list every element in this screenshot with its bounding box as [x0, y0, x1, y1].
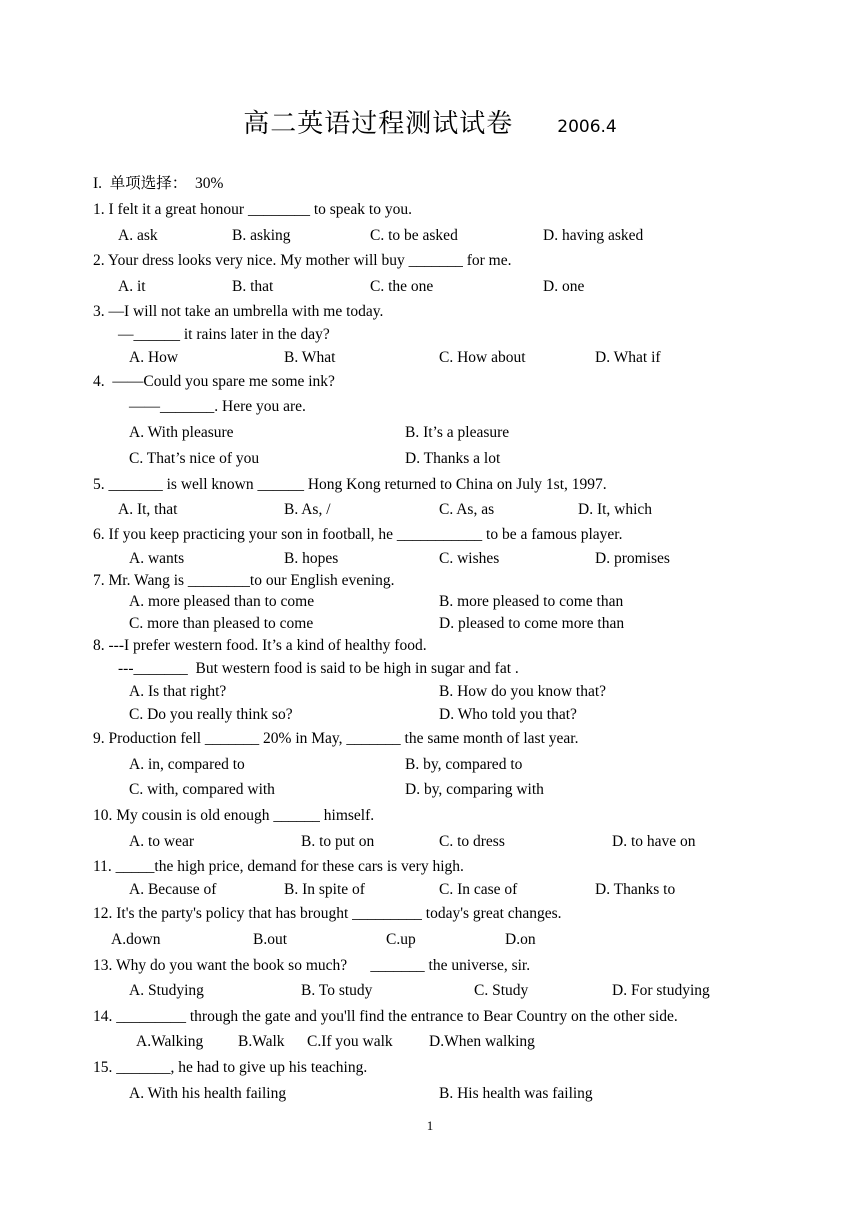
q2-option-b: B. that — [232, 278, 274, 295]
q13-option-b: B. To study — [301, 982, 373, 999]
q10-option-c: C. to dress — [439, 833, 505, 850]
q3-option-a: A. How — [129, 349, 179, 366]
q9-option-b: B. by, compared to — [405, 756, 523, 773]
question-11-stem: 11. _____the high price, demand for these cars is very high. — [93, 858, 464, 875]
question-15-stem: 15. _______, he had to give up his teaching. — [93, 1059, 368, 1076]
q9-option-a: A. in, compared to — [129, 756, 245, 773]
q10-option-d: D. to have on — [612, 833, 696, 850]
question-10-stem: 10. My cousin is old enough ______ himself. — [93, 807, 375, 824]
q11-option-b: B. In spite of — [284, 881, 365, 898]
q12-option-b: B.out — [253, 931, 288, 948]
q1-option-d: D. having asked — [543, 227, 644, 244]
q13-option-c: C. Study — [474, 982, 529, 999]
q3-option-c: C. How about — [439, 349, 526, 366]
q14-option-a: A.Walking — [136, 1033, 204, 1050]
q12-option-a: A.down — [111, 931, 161, 948]
q14-option-b: B.Walk — [238, 1033, 285, 1050]
q13-option-d: D. For studying — [612, 982, 710, 999]
question-8-stem-2: ---_______ But western food is said to be high in sugar and fat . — [118, 660, 519, 677]
q11-option-a: A. Because of — [129, 881, 217, 898]
q7-option-a: A. more pleased than to come — [129, 593, 315, 610]
question-4-stem-2: ——_______. Here you are. — [129, 398, 306, 415]
question-5-stem: 5. _______ is well known ______ Hong Kong returned to China on July 1st, 1997. — [93, 476, 607, 493]
q2-option-c: C. the one — [370, 278, 434, 295]
question-12-stem: 12. It's the party's policy that has brought _________ today's great changes. — [93, 905, 562, 922]
q7-option-b: B. more pleased to come than — [439, 593, 624, 610]
q8-option-d: D. Who told you that? — [439, 706, 577, 723]
q1-option-c: C. to be asked — [370, 227, 458, 244]
q11-option-c: C. In case of — [439, 881, 518, 898]
q8-option-c: C. Do you really think so? — [129, 706, 293, 723]
q6-option-a: A. wants — [129, 550, 185, 567]
q1-option-a: A. ask — [118, 227, 158, 244]
title-text: 高二英语过程测试试卷 — [243, 109, 514, 139]
question-14-stem: 14. _________ through the gate and you'll find the entrance to Bear Country on the other side. — [93, 1008, 678, 1025]
q14-option-c: C.If you walk — [307, 1033, 393, 1050]
q4-option-a: A. With pleasure — [129, 424, 234, 441]
q10-option-a: A. to wear — [129, 833, 194, 850]
question-8-stem: 8. ---I prefer western food. It’s a kind of healthy food. — [93, 637, 427, 654]
q13-option-a: A. Studying — [129, 982, 204, 999]
title-date: 2006.4 — [557, 117, 617, 137]
q4-option-b: B. It’s a pleasure — [405, 424, 510, 441]
question-7-stem: 7. Mr. Wang is ________to our English evening. — [93, 572, 395, 589]
question-9-stem: 9. Production fell _______ 20% in May, _______ the same month of last year. — [93, 730, 579, 747]
q12-option-d: D.on — [505, 931, 536, 948]
question-2-stem: 2. Your dress looks very nice. My mother will buy _______ for me. — [93, 252, 512, 269]
q7-option-c: C. more than pleased to come — [129, 615, 314, 632]
page-number: 1 — [426, 1118, 434, 1133]
q6-option-c: C. wishes — [439, 550, 500, 567]
q7-option-d: D. pleased to come more than — [439, 615, 625, 632]
q3-option-d: D. What if — [595, 349, 661, 366]
q2-option-d: D. one — [543, 278, 585, 295]
question-13-stem: 13. Why do you want the book so much? _______ the universe, sir. — [93, 957, 531, 974]
q6-option-d: D. promises — [595, 550, 670, 567]
q8-option-a: A. Is that right? — [129, 683, 227, 700]
q3-option-b: B. What — [284, 349, 336, 366]
q1-option-b: B. asking — [232, 227, 291, 244]
question-6-stem: 6. If you keep practicing your son in football, he ___________ to be a famous player. — [93, 526, 623, 543]
question-3-stem-2: —______ it rains later in the day? — [118, 326, 330, 343]
document-title — [0, 103, 860, 140]
q11-option-d: D. Thanks to — [595, 881, 676, 898]
q5-option-a: A. It, that — [118, 501, 178, 518]
q4-option-c: C. That’s nice of you — [129, 450, 260, 467]
question-4-stem: 4. ——Could you spare me some ink? — [93, 373, 335, 390]
q8-option-b: B. How do you know that? — [439, 683, 607, 700]
q14-option-d: D.When walking — [429, 1033, 535, 1050]
q4-option-d: D. Thanks a lot — [405, 450, 501, 467]
q6-option-b: B. hopes — [284, 550, 339, 567]
q9-option-d: D. by, comparing with — [405, 781, 544, 798]
q9-option-c: C. with, compared with — [129, 781, 275, 798]
q5-option-c: C. As, as — [439, 501, 495, 518]
section-heading: I. 单项选择： 30% — [93, 175, 224, 192]
q10-option-b: B. to put on — [301, 833, 375, 850]
q12-option-c: C.up — [386, 931, 416, 948]
q2-option-a: A. it — [118, 278, 146, 295]
q5-option-d: D. It, which — [578, 501, 653, 518]
q15-option-b: B. His health was failing — [439, 1085, 593, 1102]
question-1-stem: 1. I felt it a great honour ________ to speak to you. — [93, 201, 412, 218]
question-3-stem: 3. —I will not take an umbrella with me today. — [93, 303, 384, 320]
q5-option-b: B. As, / — [284, 501, 331, 518]
q15-option-a: A. With his health failing — [129, 1085, 287, 1102]
